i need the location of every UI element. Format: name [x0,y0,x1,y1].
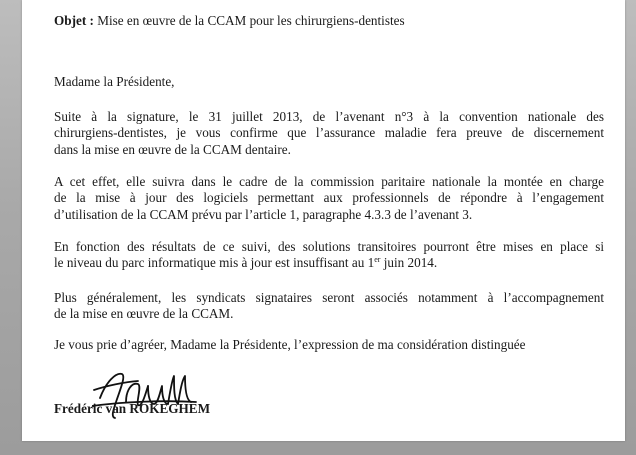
closing-formula: Je vous prie d’agréer, Madame la Présidente, l’expression de ma considération distinguée [54,337,526,352]
subject-line [54,13,604,29]
paragraph-line-with-date [54,255,604,271]
paragraph-line: de la mise à jour des logiciels permettant aux professionnels de répondre à l’engagement [54,190,604,206]
paragraph-line: d’utilisation de la CCAM prévu par l’article 1, paragraphe 4.3.3 de l’avenant 3. [54,206,473,222]
paragraph-2 [54,174,604,223]
paragraph-line: de la mise en œuvre de la CCAM. [54,306,234,322]
signer-name: Frédéric van ROKEGHEM [54,401,211,416]
paragraph-4 [54,290,604,323]
date-text: le niveau du parc informatique mis à jour est insuffisant au 1 [54,255,375,271]
paragraph-line: A cet effet, elle suivra dans le cadre de la commission paritaire nationale la montée en charge [54,174,604,189]
paragraph-line: Plus généralement, les syndicats signataires seront associés notamment à l’accompagnement [54,290,604,305]
subject-text: Mise en œuvre de la CCAM pour les chirurgiens-dentistes [93,13,405,28]
paragraph-line: Suite à la signature, le 31 juillet 2013, de l’avenant n°3 à la convention nationale des [54,109,604,124]
paragraph-line: dans la mise en œuvre de la CCAM dentaire. [54,141,291,157]
paragraph-line: En fonction des résultats de ce suivi, des solutions transitoires pourront être mises en place si [54,239,604,254]
subject-label: Objet : [54,13,94,28]
date-text-end: juin 2014. [380,255,438,271]
letter-page [22,0,625,441]
paragraph-3 [54,239,604,272]
ordinal-superscript: er [374,255,381,265]
paragraph-line: chirurgiens-dentistes, je vous confirme que l’assurance maladie fera preuve de discernement [54,125,604,141]
paragraph-1 [54,109,604,158]
salutation: Madame la Présidente, [54,74,175,89]
